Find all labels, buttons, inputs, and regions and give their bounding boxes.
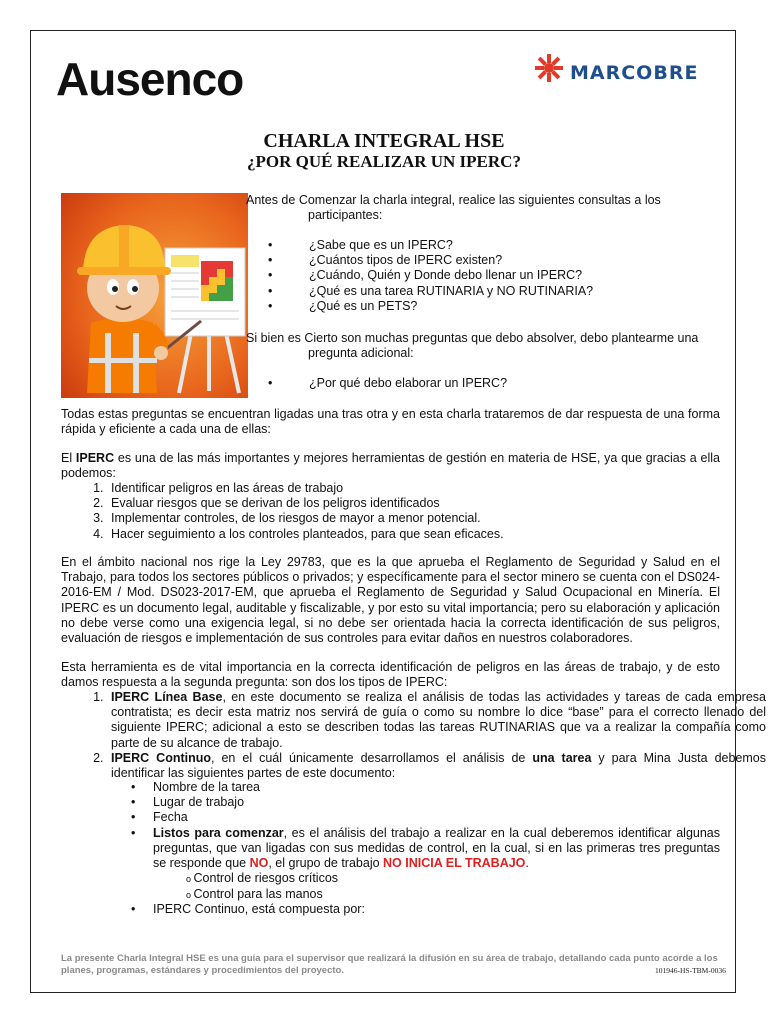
list-item: • ¿Qué es un PETS? [268, 298, 418, 313]
list-item: • ¿Qué es una tarea RUTINARIA y NO RUTINARIA? [268, 283, 594, 298]
intro-line: participantes: [308, 208, 383, 223]
list-item: 2. IPERC Continuo, en el cuál únicamente desarrollamos el análisis de una tarea y para Mina Justa debemos identificar las siguientes partes de este documento: [107, 751, 766, 781]
intro-paragraph-2 [246, 331, 720, 361]
intro-paragraph [246, 193, 720, 223]
marcobre-star-icon [534, 53, 564, 83]
iperc-types [61, 690, 766, 781]
control-list [186, 871, 338, 903]
list-item: • ¿Cuántos tipos de IPERC existen? [268, 253, 503, 268]
list-item: • Fecha [131, 810, 188, 825]
list-item: • Lugar de trabajo [131, 795, 245, 810]
intro-line: Si bien es Cierto son muchas preguntas que debo absolver, debo plantearme una [246, 331, 699, 345]
page-title: CHARLA INTEGRAL HSE [263, 130, 505, 152]
paragraph-questions: Todas estas preguntas se encuentran ligadas una tras otra y en esta charla trataremos de dar respuesta de una forma rápida y eficiente a cada una de ellas: [61, 407, 720, 437]
list-item: 3. Implementar controles, de los riesgos de mayor a menor potencial. [107, 511, 766, 526]
intro-line: pregunta adicional: [308, 346, 414, 361]
document-code: 101946-HS-TBM-0036 [655, 966, 726, 975]
iperc-last-item [131, 902, 720, 917]
marcobre-wordmark: MARCOBRE [570, 62, 699, 84]
list-item: 1. Identificar peligros en las áreas de trabajo [107, 481, 766, 496]
list-item: • Listos para comenzar, es el análisis del trabajo a realizar en la cual deberemos identificar algunas preguntas, que van ligadas con sus medidas de control, en la cual, si en las primeras tres preguntas se responde que NO, el grupo de trabajo NO INICIA EL TRABAJO. [131, 825, 720, 871]
list-item: o Control de riesgos críticos [186, 871, 339, 885]
iperc-parts [131, 780, 720, 871]
footer-note: La presente Charla Integral HSE es una guía para el supervisor que realizará la difusión en su área de trabajo, detallando cada punto acorde a los planes, programas, estándares y procedimientos del proyecto. [61, 953, 718, 976]
list-item: • ¿Por qué debo elaborar un IPERC? [268, 376, 508, 390]
worker-illustration [61, 193, 248, 398]
extra-question [268, 376, 507, 391]
marcobre-logo [534, 52, 698, 84]
list-item: • ¿Cuándo, Quién y Donde debo llenar un IPERC? [268, 268, 583, 283]
intro-line: Antes de Comenzar la charla integral, realice las siguientes consultas a los [246, 193, 661, 207]
ausenco-logo: Ausenco [56, 53, 244, 105]
list-item: • IPERC Continuo, está compuesta por: [131, 902, 365, 916]
list-item: 4. Hacer seguimiento a los controles planteados, para que sean eficaces. [107, 527, 766, 542]
paragraph-tool: Esta herramienta es de vital importancia en la correcta identificación de peligros en las áreas de trabajo, y de esto damos respuesta a la segunda pregunta: son dos los tipos de IPERC: [61, 660, 720, 690]
iperc-steps [61, 481, 766, 542]
list-item: o Control para las manos [186, 887, 323, 902]
paragraph-iperc: El IPERC es una de las más importantes y mejores herramientas de gestión en materia de HSE, ya que gracias a ella podemos: [61, 451, 720, 481]
paragraph-law: En el ámbito nacional nos rige la Ley 29783, que es la que aprueba el Reglamento de Seguridad y Salud en el Trabajo, para todos los sectores públicos o privados; y específicamente para el sector minero se cuenta con el DS024-2016-EM / Mod. DS023-2017-EM, que aprueba el Reglamento de Seguridad y Salud Ocupacional en Minería. El IPERC es un documento legal, auditable y fiscalizable, y por esto su vital importancia; pero su elaboración y aplicación no debe verse como una exigencia legal, si no debe ser orientada hacia la correcta identificación de sus peligros, evaluación de riesgos e implementación de sus controles para evitar daños en nuestros colaboradores. [61, 555, 720, 646]
page-subtitle: ¿POR QUÉ REALIZAR UN IPERC? [247, 152, 521, 171]
list-item: • Nombre de la tarea [131, 780, 261, 794]
list-item: 1. IPERC Línea Base, en este documento se realiza el análisis de todas las actividades y tareas de cada empresa contratista; es decir esta matriz nos servirá de guía o como su nombre lo dice “base” para el correcto llenado del siguiente IPERC; adicional a esto se describen todas las tareas RUTINARIAS que va a realizar la compañía como parte de su alcance de trabajo. [107, 690, 766, 751]
question-list [268, 238, 593, 314]
list-item: • ¿Sabe que es un IPERC? [268, 238, 453, 252]
list-item: 2. Evaluar riesgos que se derivan de los peligros identificados [107, 496, 766, 511]
